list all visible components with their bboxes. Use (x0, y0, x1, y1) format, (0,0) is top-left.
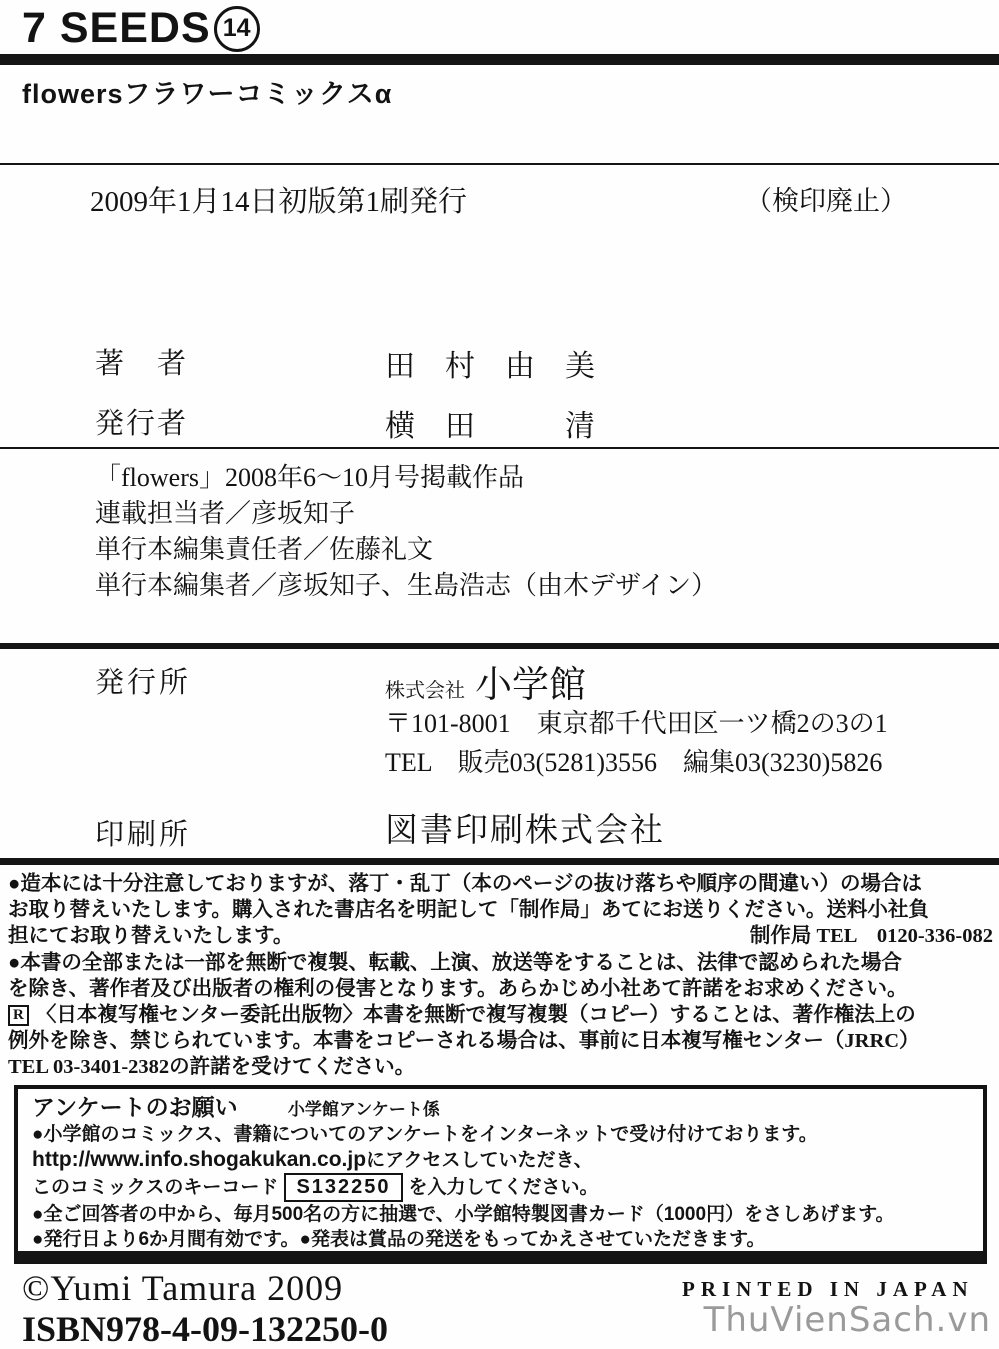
printed-in-japan: PRINTED IN JAPAN (682, 1277, 974, 1301)
serialization-block (95, 460, 717, 604)
company-prefix: 株式会社 (385, 680, 465, 702)
divider-thin-top (0, 163, 999, 165)
inspection-note: （検印廃止） (745, 186, 907, 216)
notice-copyright-line-1: ●本書の全部または一部を無断で複製、転載、上演、放送等をすることは、法律で認められた場合 (8, 951, 902, 974)
production-dept-tel: 制作局 TEL 0120-336-082 (749, 925, 993, 948)
volume-badge: 14 (214, 6, 260, 52)
divider-thick-publisher (0, 643, 999, 649)
divider-thick-notices (0, 858, 999, 865)
survey-line-url (32, 1147, 969, 1173)
survey-url: http://www.info.shogakukan.co.jp (32, 1148, 367, 1171)
survey-line-intro: ●小学館のコミックス、書籍についてのアンケートをインターネットで受け付けております。 (32, 1124, 818, 1145)
company-name: 小学館 (475, 665, 586, 706)
notice-binding-line-3-left: 担にてお取り替えいたします。 (8, 925, 294, 948)
serial-line-book-editors: 単行本編集者／彦坂知子、生島浩志（由木デザイン） (95, 571, 718, 600)
survey-box (14, 1085, 987, 1264)
divider-thick-bottom (18, 1251, 983, 1263)
notice-copyright-line-5: TEL 03-3401-2382の許諾を受けてください。 (8, 1056, 416, 1079)
survey-title: アンケートのお願い (32, 1094, 238, 1120)
printer-name: 図書印刷株式会社 (385, 813, 665, 849)
serial-line-magazine: 「flowers」2008年6〜10月号掲載作品 (95, 463, 524, 492)
survey-line-validity: ●発行日より6か月間有効です。●発表は賞品の発送をもってかえさせていただきます。 (32, 1229, 766, 1250)
series-title: 7 SEEDS (22, 4, 211, 52)
page-title (22, 4, 260, 53)
edition-date: 2009年1月14日初版第1刷発行 (90, 186, 468, 218)
notice-binding-line-3 (8, 923, 993, 949)
author-name: 田 村 由 美 (385, 350, 595, 383)
printer-section-label: 印刷所 (95, 819, 192, 851)
imprint-line: flowersフラワーコミックスα (22, 79, 393, 109)
watermark: ThuVienSach.vn (703, 1300, 991, 1340)
notice-copyright-line-3 (8, 1002, 993, 1028)
keycode-suffix: を入力してください。 (408, 1177, 599, 1198)
publisher-person-label: 発行者 (95, 408, 189, 440)
survey-line-prize: ●全ご回答者の中から、毎月500名の方に抽選で、小学館特製図書カード（1000円）をさしあげます。 (32, 1204, 895, 1225)
company-address: 〒101-8001 東京都千代田区一ツ橋2の3の1 (385, 709, 888, 738)
notice-binding-line-1: ●造本には十分注意しておりますが、落丁・乱丁（本のページの抜け落ちや順序の間違い）の場合は (8, 873, 922, 895)
survey-header (32, 1095, 969, 1122)
notice-binding-line-2: お取り替えいたします。購入された書店名を明記して「制作局」あてにお送りください。送料小社負 (8, 899, 929, 922)
notice-copyright-line-2: を除き、著作者及び出版者の権利の侵害となります。あらかじめ小社あて許諾をお求めください。 (8, 977, 908, 1000)
jrrc-r-mark: R (8, 1005, 29, 1026)
title-divider (0, 54, 999, 65)
serial-line-chief-editor: 単行本編集責任者／佐藤礼文 (95, 535, 434, 564)
survey-line-keycode (32, 1173, 969, 1202)
publisher-section-label: 発行所 (95, 667, 192, 699)
keycode-box: S132250 (284, 1173, 402, 1202)
copyright-line: ©Yumi Tamura 2009 (22, 1268, 344, 1308)
survey-url-suffix: にアクセスしていただき、 (366, 1150, 593, 1171)
author-label: 著 者 (95, 348, 189, 380)
notice-copyright-line-4: 例外を除き、禁じられています。本書をコピーされる場合は、事前に日本複写権センター（JRRC） (8, 1030, 920, 1053)
keycode-prefix: このコミックスのキーコード (32, 1177, 279, 1198)
legal-notices (8, 871, 993, 1081)
publisher-person-name: 横 田 清 (385, 410, 595, 443)
isbn-line: ISBN978-4-09-132250-0 (22, 1309, 388, 1349)
publisher-company (385, 654, 586, 708)
notice-copyright-line-3-text: 〈日本複写権センター委託出版物〉本書を無断で複写複製（コピー）することは、著作権法上の (35, 1004, 916, 1027)
serial-line-editor: 連載担当者／彦坂知子 (95, 499, 356, 528)
divider-thin-credits (0, 447, 999, 449)
company-tel: TEL 販売03(5281)3556 編集03(3230)5826 (385, 748, 883, 777)
survey-dept: 小学館アンケート係 (287, 1100, 440, 1119)
